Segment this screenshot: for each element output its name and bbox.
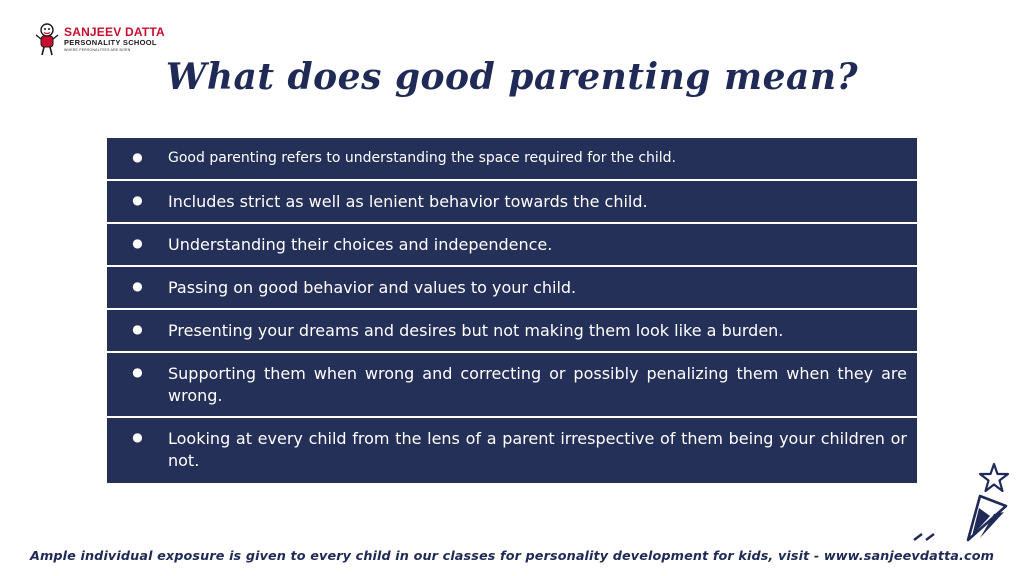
table-row bbox=[107, 310, 917, 353]
bullet-icon: ● bbox=[132, 236, 143, 250]
point-text: Looking at every child from the lens of a parent irrespective of them being your children or not. bbox=[168, 429, 907, 470]
bullet-icon: ● bbox=[132, 279, 143, 293]
logo-name: SANJEEV DATTA bbox=[64, 25, 165, 39]
footer-text: Ample individual exposure is given to every child in our classes for personality development for kids, visit - www.sanjeevdatta.com bbox=[29, 549, 995, 564]
table-row bbox=[107, 181, 917, 224]
point-text: Supporting them when wrong and correcting or possibly penalizing them when they are wrong. bbox=[168, 364, 907, 405]
logo-school: PERSONALITY SCHOOL bbox=[64, 38, 157, 47]
star-icon bbox=[980, 464, 1008, 491]
table-row bbox=[107, 138, 917, 181]
bullet-icon: ● bbox=[132, 322, 143, 336]
point-text: Includes strict as well as lenient behavior towards the child. bbox=[168, 192, 648, 211]
table-row bbox=[107, 353, 917, 418]
point-text: Good parenting refers to understanding the space required for the child. bbox=[168, 150, 677, 166]
bullet-icon: ● bbox=[132, 150, 143, 164]
point-text: Passing on good behavior and values to your child. bbox=[168, 278, 577, 297]
school-logo bbox=[34, 22, 165, 56]
table-row bbox=[107, 267, 917, 310]
point-text: Presenting your dreams and desires but not making them look like a burden. bbox=[168, 321, 784, 340]
bullet-icon: ● bbox=[132, 193, 143, 207]
paper-plane-decoration bbox=[906, 462, 1016, 542]
bullet-icon: ● bbox=[132, 365, 143, 379]
paper-plane-icon bbox=[914, 496, 1006, 540]
point-text: Understanding their choices and independence. bbox=[168, 235, 553, 254]
slide-title: What does good parenting mean? bbox=[165, 56, 859, 98]
bullet-icon: ● bbox=[132, 430, 143, 444]
points-table bbox=[107, 138, 917, 483]
table-row bbox=[107, 418, 917, 483]
logo-tagline: WHERE PERSONALITIES ARE BORN bbox=[64, 47, 131, 52]
table-row bbox=[107, 224, 917, 267]
mascot-icon bbox=[34, 22, 60, 56]
